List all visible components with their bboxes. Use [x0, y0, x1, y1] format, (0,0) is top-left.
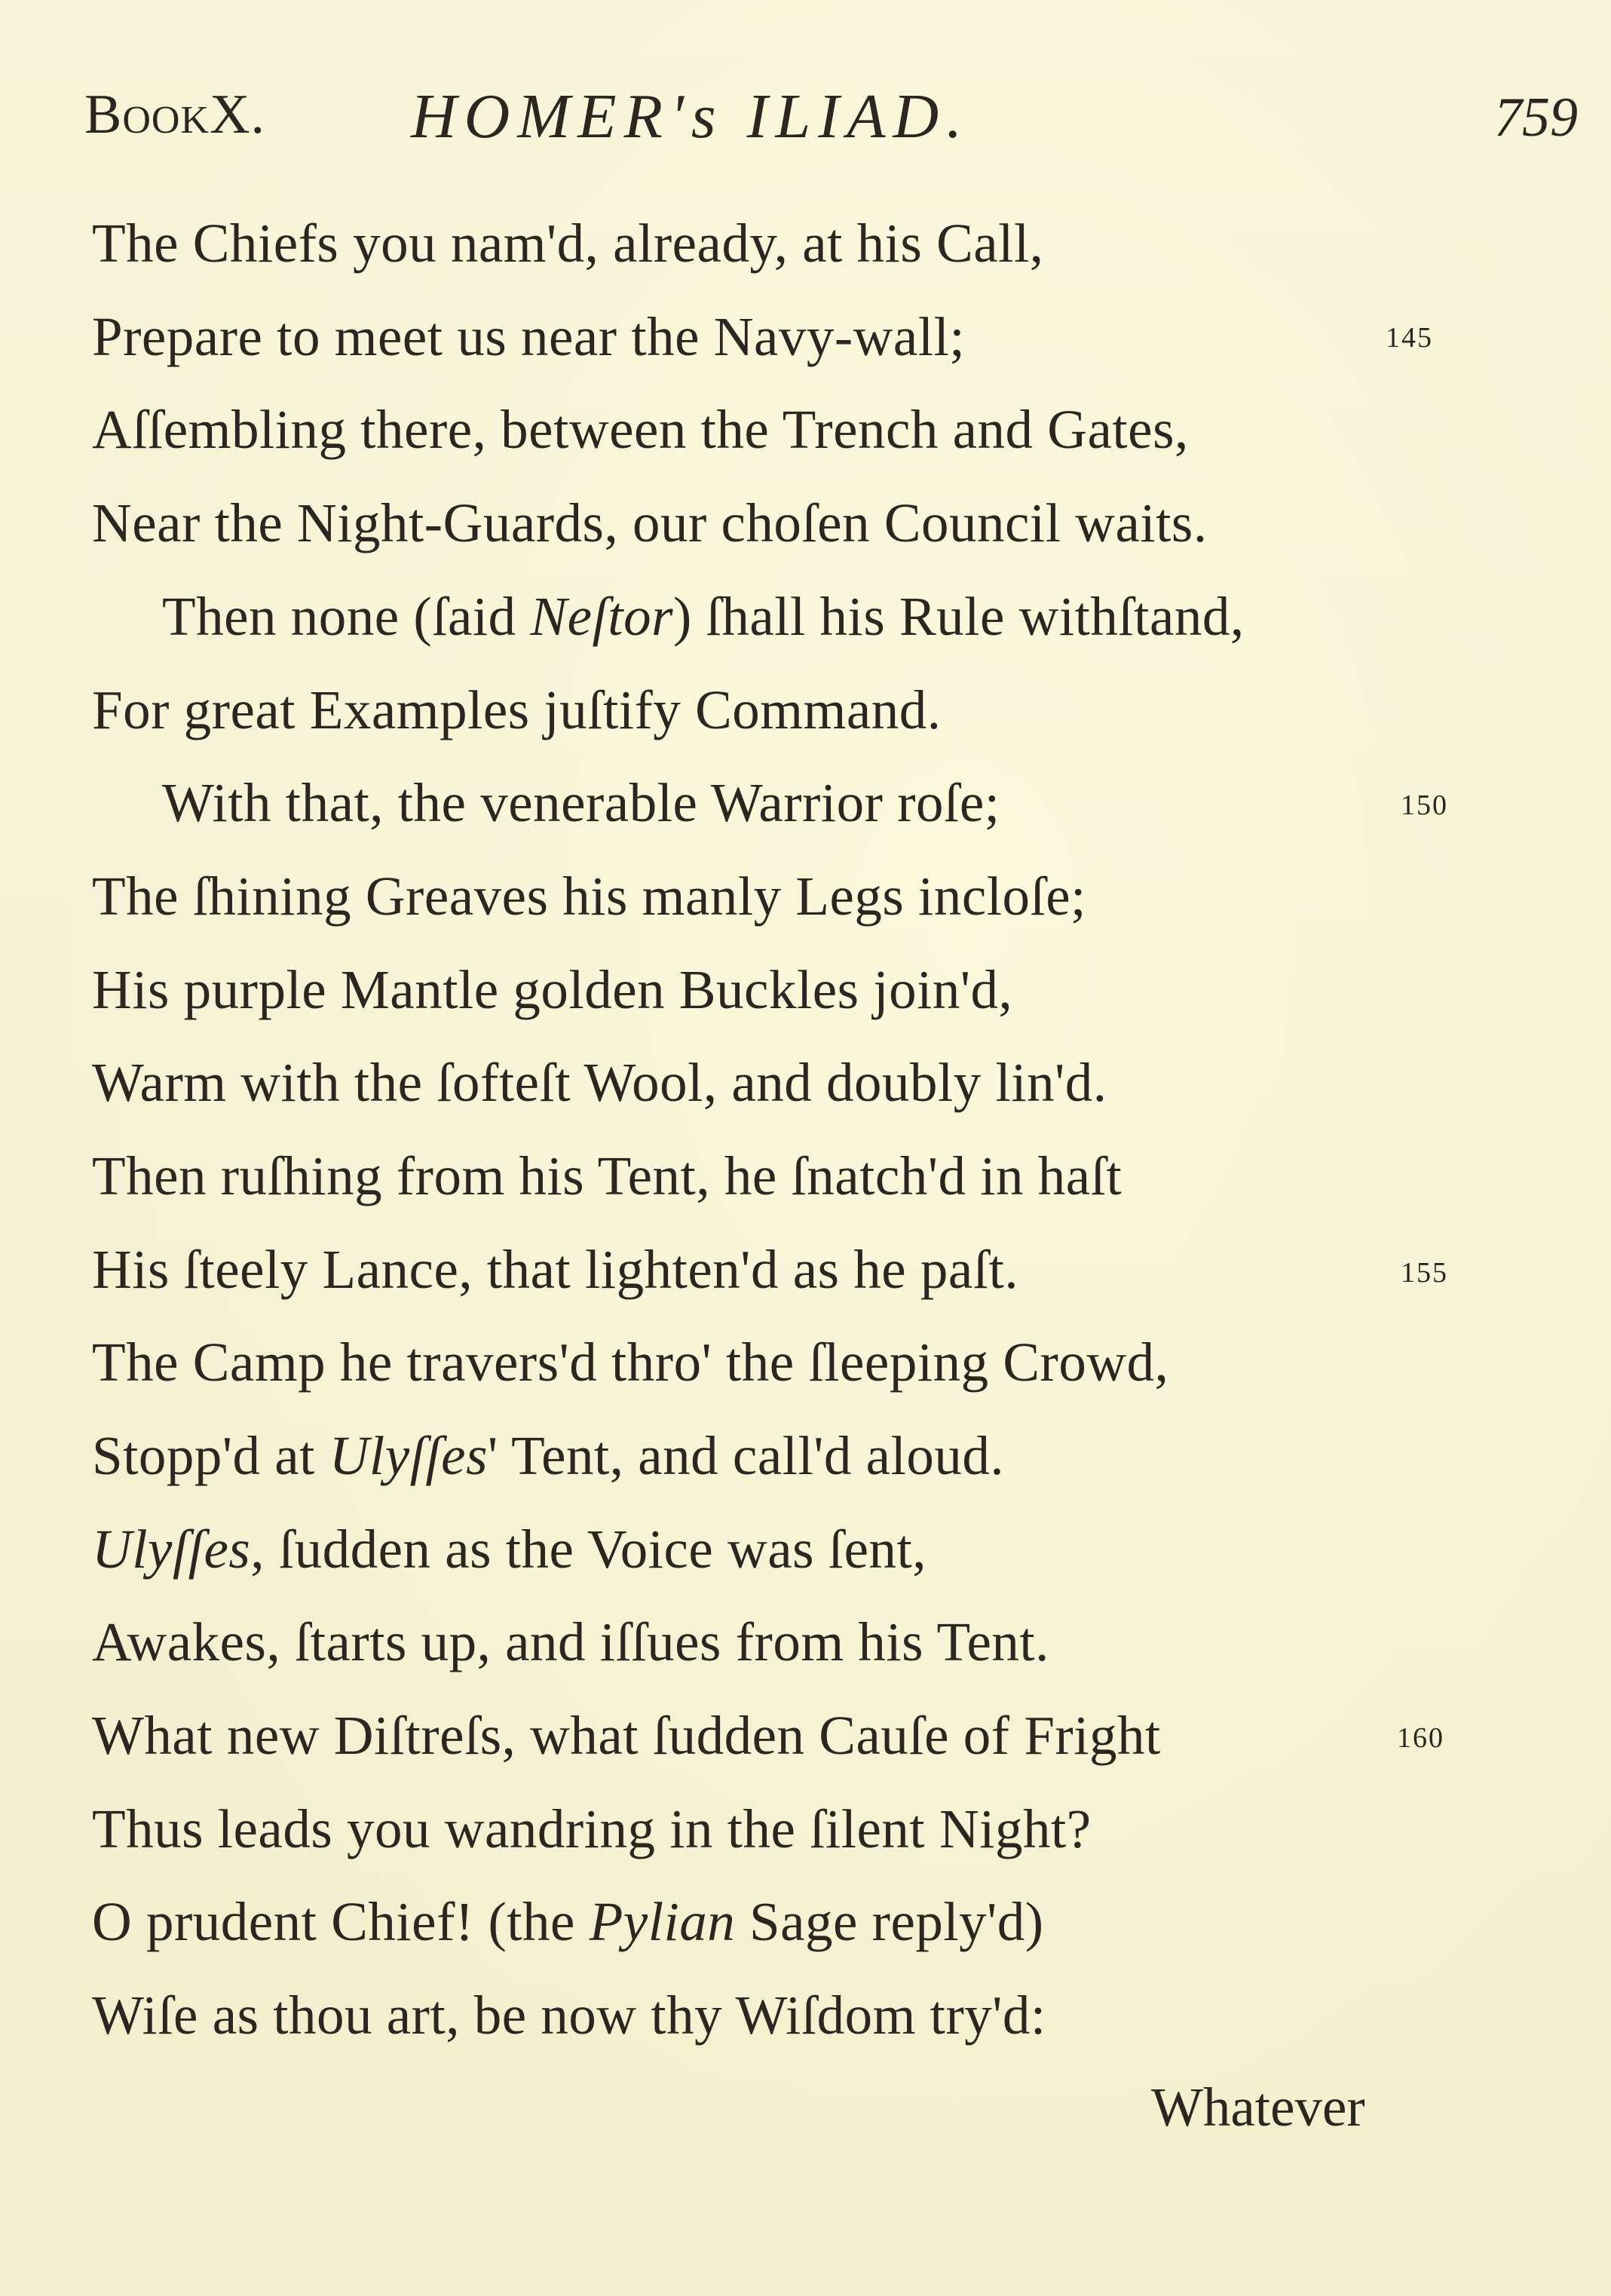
verse-text: The ſhining Greaves his manly Legs incloſe; — [92, 866, 1086, 927]
line-number: 145 — [1386, 322, 1433, 354]
verse-text-pre: Then none (ſaid — [162, 586, 531, 647]
verse-line — [92, 1881, 1044, 1963]
verse-text: Warm with the ſofteſt Wool, and doubly lin'd. — [92, 1052, 1107, 1113]
verse-text-post: , ſudden as the Voice was ſent, — [250, 1519, 927, 1580]
line-number: 160 — [1397, 1722, 1444, 1754]
book-prefix: Book — [84, 84, 210, 146]
verse-line — [92, 1228, 1018, 1311]
verse-line — [92, 482, 1208, 565]
verse-text-post: Sage reply'd) — [735, 1891, 1044, 1952]
verse-text: Near the Night-Guards, our choſen Council waits. — [92, 492, 1208, 553]
verse-line — [92, 1974, 1046, 2057]
verse-line — [92, 1321, 1168, 1404]
verse-text: The Camp he travers'd thro' the ſleeping Crowd, — [92, 1332, 1169, 1393]
verse-text-post: ) ſhall his Rule withſtand, — [673, 586, 1245, 647]
verse-text: Awakes, ſtarts up, and iſſues from his Tent. — [92, 1611, 1049, 1672]
verse-name: Pylian — [589, 1891, 736, 1952]
verse-line — [92, 296, 965, 379]
verse-text: Prepare to meet us near the Navy-wall; — [92, 306, 966, 367]
catchword: Whatever — [1151, 2077, 1365, 2138]
verse-line — [92, 1788, 1092, 1871]
verse-text-pre: Stopp'd at — [92, 1425, 329, 1486]
verse-line — [162, 575, 1245, 658]
verse-text: His purple Mantle golden Buckles join'd, — [92, 959, 1013, 1020]
verse-line — [162, 762, 1000, 845]
book-number: X. — [210, 84, 265, 146]
verse-name: Ulyſſes — [329, 1425, 488, 1486]
verse-name: Ulyſſes — [92, 1519, 251, 1580]
verse-line — [92, 388, 1189, 471]
verse-text-post: ' Tent, and call'd aloud. — [488, 1425, 1005, 1486]
verse-line — [92, 1694, 1161, 1777]
line-number: 155 — [1401, 1257, 1448, 1289]
verse-line — [92, 1135, 1122, 1218]
verse-line — [92, 855, 1086, 938]
page-number: 759 — [1494, 87, 1578, 149]
verse-line — [92, 1415, 1004, 1497]
verse-text: The Chiefs you nam'd, already, at his Call, — [92, 213, 1044, 274]
verse-line — [92, 669, 942, 752]
verse-line — [92, 1508, 926, 1591]
verse-text: Thus leads you wandring in the ſilent Night? — [92, 1798, 1092, 1859]
line-number: 150 — [1401, 789, 1448, 821]
verse-name: Neſtor — [530, 586, 673, 647]
verse-text: Aſſembling there, between the Trench and Gates, — [92, 399, 1189, 460]
verse-text: With that, the venerable Warrior roſe; — [162, 772, 1000, 833]
running-title: HOMER's ILIAD. — [411, 81, 970, 152]
verse-text: What new Diſtreſs, what ſudden Cauſe of Fright — [92, 1705, 1161, 1766]
verse-line — [92, 1601, 1049, 1684]
verse-line — [92, 949, 1012, 1032]
verse-line — [92, 202, 1044, 285]
verse-text: For great Examples juſtify Command. — [92, 679, 942, 740]
verse-text: Wiſe as thou art, be now thy Wiſdom try'd: — [92, 1985, 1046, 2046]
verse-text: His ſteely Lance, that lighten'd as he paſt. — [92, 1239, 1019, 1300]
verse-text: Then ruſhing from his Tent, he ſnatch'd in haſt — [92, 1145, 1122, 1206]
verse-text-pre: O prudent Chief! (the — [92, 1891, 590, 1952]
verse-line — [92, 1041, 1107, 1124]
